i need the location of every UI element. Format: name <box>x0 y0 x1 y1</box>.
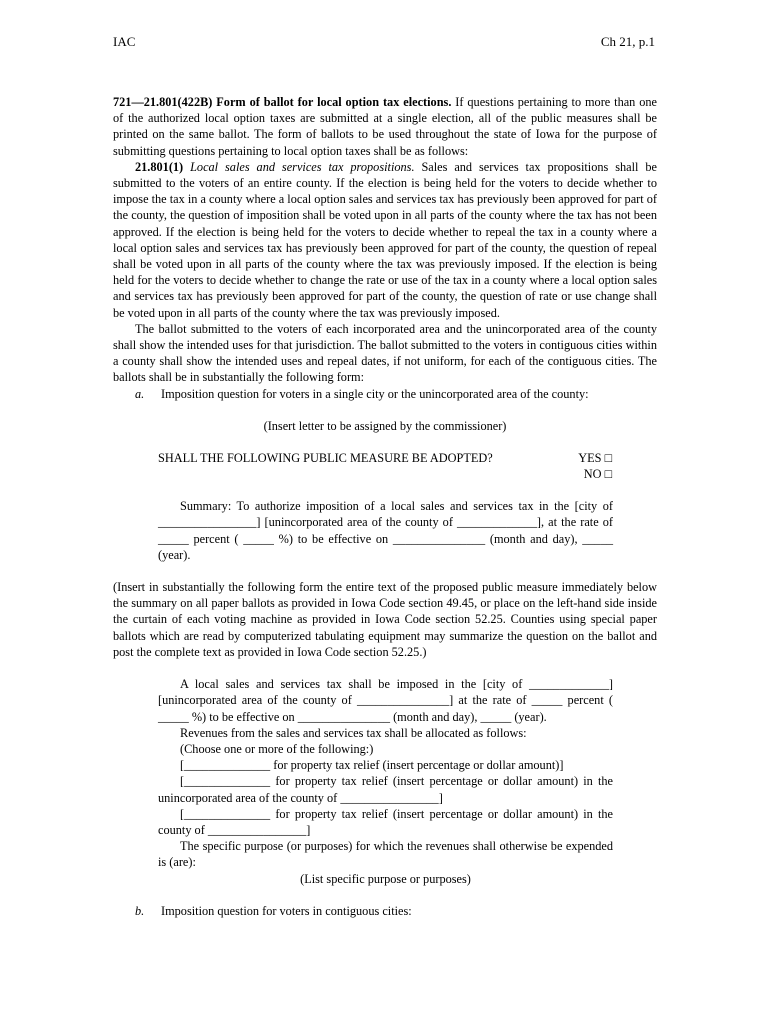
item-b-text: Imposition question for voters in contiguous cities: <box>161 903 412 918</box>
rule-number: 721—21.801(422B) Form of ballot for local option tax elections. <box>113 95 452 109</box>
header-right: Ch 21, p.1 <box>600 34 655 49</box>
measure-text: A local sales and services tax shall be imposed in the [city of _____________] [unincorporated area of the county of _______________] at the rate of _____ percent ( _____ %) to be effective on _______________ (month and day), _____ (year). <box>158 677 613 724</box>
ballot-question-row <box>158 450 612 482</box>
rule-paragraph <box>113 94 657 159</box>
yes-option: YES □ <box>578 451 612 466</box>
option-2: [______________ for property tax relief (insert percentage or dollar amount) in the unincorporated area of the county of ________________] <box>158 774 613 805</box>
list-purposes-note: (List specific purpose or purposes) <box>300 871 471 886</box>
revenues-text: Revenues from the sales and services tax shall be allocated as follows: <box>180 725 527 740</box>
option-1: [______________ for property tax relief (insert percentage or dollar amount)] <box>180 758 564 773</box>
item-a-label: a. <box>135 386 145 401</box>
specific-purpose-text: The specific purpose (or purposes) for which the revenues shall otherwise be expended is (are): <box>158 839 613 870</box>
subrule-title: Local sales and services tax propositions. <box>183 159 415 174</box>
summary-text: Summary: To authorize imposition of a local sales and services tax in the [city of ________________] [unincorporated area of the county of _____________], at the rate of _____ percent ( _____ %) to be effective on _______________ (month and day), _____ (year). <box>158 499 613 562</box>
option-3: [______________ for property tax relief (insert percentage or dollar amount) in the county of ________________] <box>158 806 613 837</box>
item-b-label: b. <box>135 903 145 918</box>
item-a <box>113 386 657 402</box>
measure-block <box>158 676 613 887</box>
ballot-paragraph: The ballot submitted to the voters of each incorporated area and the unincorporated area of the county shall show the intended uses for that jurisdiction. The ballot submitted to the voters in contiguous cities within a county shall show the intended uses and repeal dates, if not uniform, for each of the contiguous cities. The ballots shall be in substantially the following form: <box>113 321 657 385</box>
no-option: NO □ <box>583 467 612 482</box>
yes-no-boxes <box>578 450 612 482</box>
choose-text: (Choose one or more of the following:) <box>180 741 374 756</box>
summary-block <box>158 498 613 563</box>
document-body <box>113 94 657 919</box>
subrule-paragraph <box>113 159 657 321</box>
ballot-question: SHALL THE FOLLOWING PUBLIC MEASURE BE ADOPTED? <box>158 451 493 466</box>
insert-instructions: (Insert in substantially the following form the entire text of the proposed public measure immediately below the summary on all paper ballots as provided in Iowa Code section 49.45, or place on the left-hand side inside the curtain of each voting machine as provided in Iowa Code section 52.25. Counties using special paper ballots which are read by computerized tabulating equipment may summarize the question on the ballot and post the complete text as provided in Iowa Code section 52.25.) <box>113 580 657 659</box>
header-left: IAC <box>113 34 136 49</box>
item-a-text: Imposition question for voters in a single city or the unincorporated area of the county: <box>161 386 589 401</box>
rule-text: If questions pertaining to more than one of the authorized local option taxes are submitted at a single election, all of the public measures shall be printed on the same ballot. The form of ballots to be used throughout the state of Iowa for the purpose of submitting questions pertaining to local option taxes shall be as follows: <box>113 95 657 158</box>
page-header <box>113 34 655 50</box>
insert-letter-note: (Insert letter to be assigned by the commissioner) <box>263 418 507 433</box>
subrule-text: Sales and services tax propositions shall be submitted to the voters of an entire county. If the election is being held for the voters to decide whether to impose the tax in a county where a local option sales and services tax has previously been approved for part of the county, the question of imposition shall be voted upon in all parts of the county where the tax has not been approved. If the election is being held for the voters to decide whether to repeal the tax in a county where a local option sales and services tax has previously been approved for part of the county, the question of repeal shall be voted upon in all parts of the county where the tax was previously imposed. If the election is being held for the voters to decide whether to change the rate or use of the tax in a county where a local option sales and services tax has previously been approved for part of the county, the question of rate or use change shall be voted upon in all parts of the county where the tax was previously imposed. <box>113 159 657 320</box>
item-b <box>113 903 657 919</box>
subrule-number: 21.801(1) <box>135 159 184 174</box>
